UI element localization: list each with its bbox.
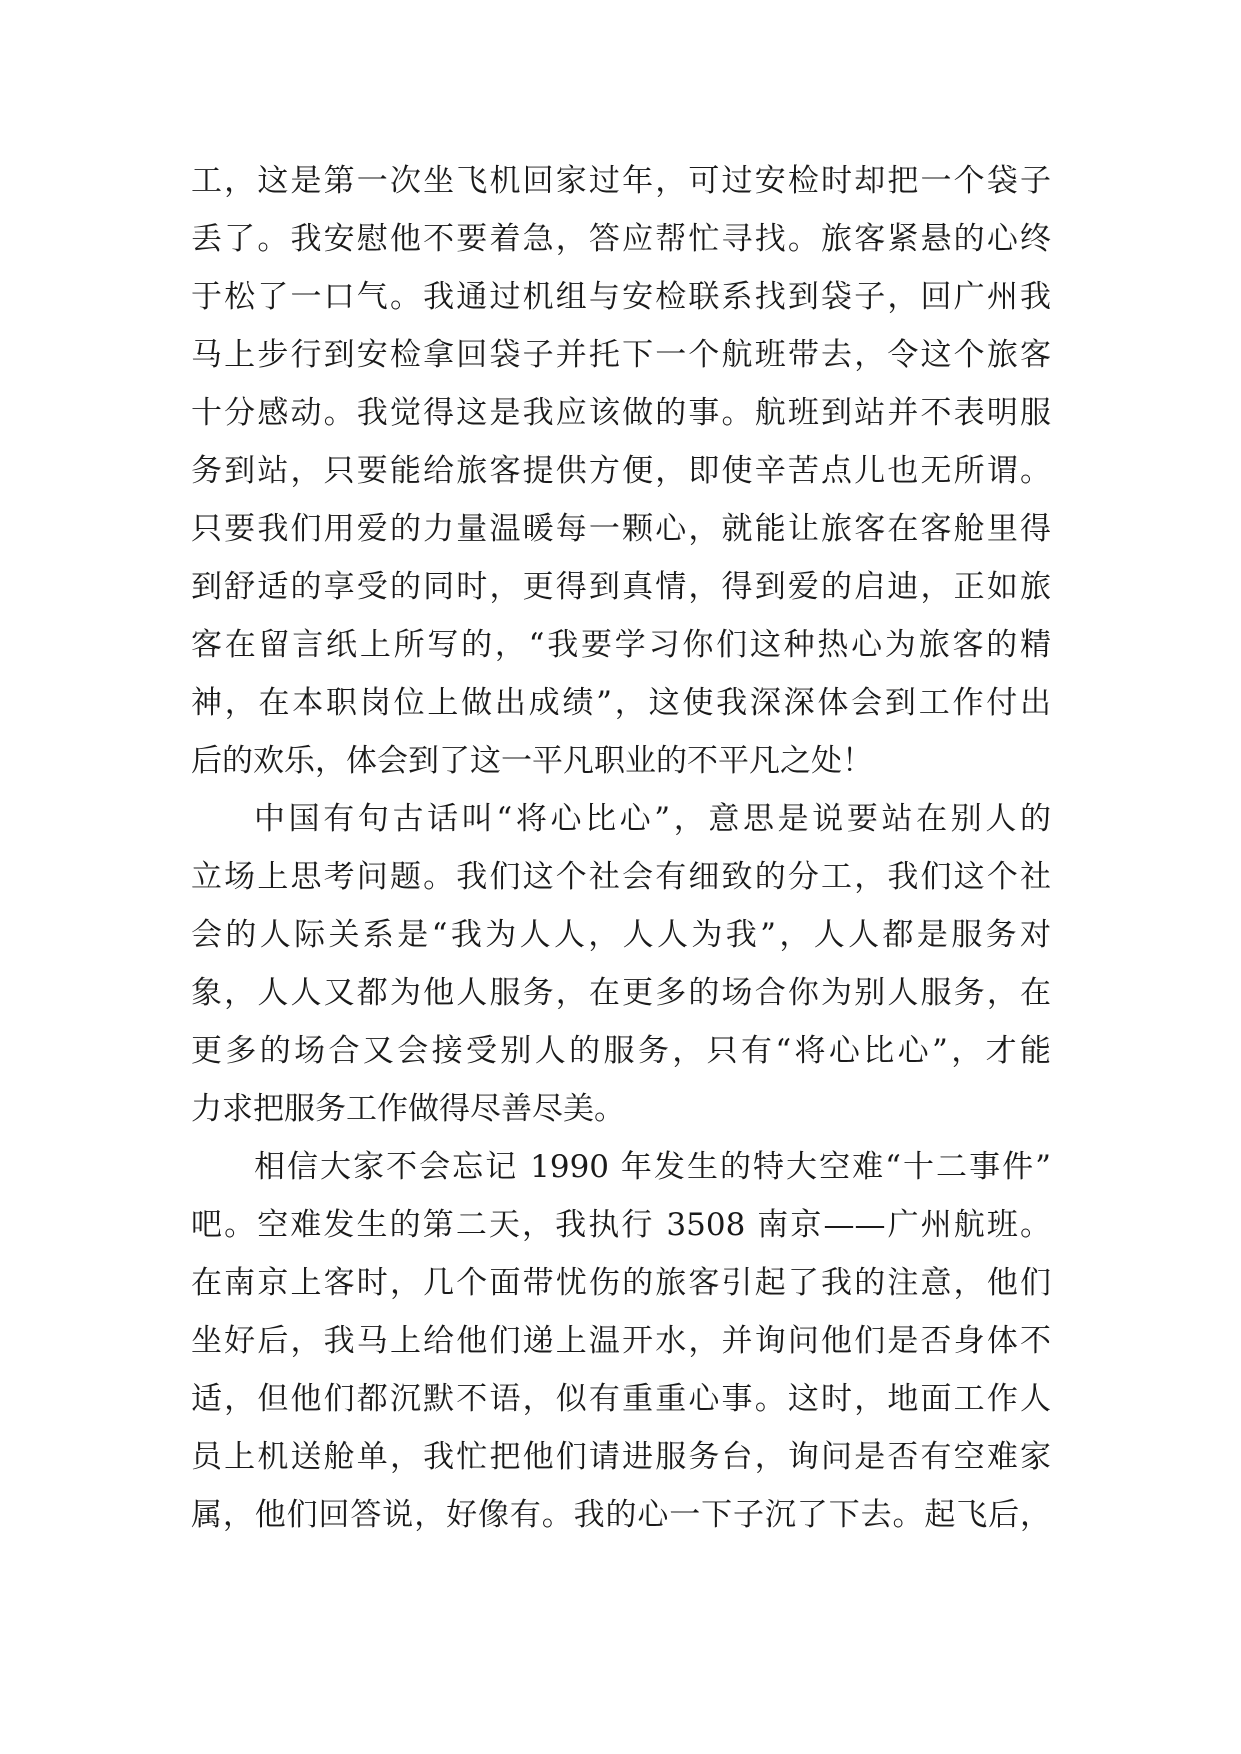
text-line: 后的欢乐，体会到了这一平凡职业的不平凡之处！ <box>191 743 873 779</box>
text-line: 更多的场合又会接受别人的服务，只有“将心比心”，才能 <box>191 1033 1051 1069</box>
text-line: 属，他们回答说，好像有。我的心一下子沉了下去。起飞后， <box>191 1497 1051 1533</box>
text-line: 会的人际关系是“我为人人，人人为我”，人人都是服务对 <box>191 917 1051 953</box>
text-line: 马上步行到安检拿回袋子并托下一个航班带去，令这个旅客 <box>191 337 1051 373</box>
text-line: 员上机送舱单，我忙把他们请进服务台，询问是否有空难家 <box>191 1439 1051 1475</box>
paragraph-first-line: 相信大家不会忘记 1990 年发生的特大空难“十二事件” <box>254 1149 1051 1185</box>
text-line: 立场上思考问题。我们这个社会有细致的分工，我们这个社 <box>191 859 1051 895</box>
text-line: 十分感动。我觉得这是我应该做的事。航班到站并不表明服 <box>191 395 1051 431</box>
text-line: 丢了。我安慰他不要着急，答应帮忙寻找。旅客紧悬的心终 <box>191 221 1051 257</box>
text-line: 客在留言纸上所写的，“我要学习你们这种热心为旅客的精 <box>191 627 1051 663</box>
text-line: 到舒适的享受的同时，更得到真情，得到爱的启迪，正如旅 <box>191 569 1051 605</box>
text-line: 适，但他们都沉默不语，似有重重心事。这时，地面工作人 <box>191 1381 1051 1417</box>
text-line: 吧。空难发生的第二天，我执行 3508 南京——广州航班。 <box>191 1207 1051 1243</box>
paragraph-first-line: 中国有句古话叫“将心比心”，意思是说要站在别人的 <box>254 801 1051 837</box>
text-line: 于松了一口气。我通过机组与安检联系找到袋子，回广州我 <box>191 279 1051 315</box>
text-line: 工，这是第一次坐飞机回家过年，可过安检时却把一个袋子 <box>191 163 1051 199</box>
text-line: 务到站，只要能给旅客提供方便，即使辛苦点儿也无所谓。 <box>191 453 1051 489</box>
text-line: 在南京上客时，几个面带忧伤的旅客引起了我的注意，他们 <box>191 1265 1051 1301</box>
text-line: 只要我们用爱的力量温暖每一颗心，就能让旅客在客舱里得 <box>191 511 1051 547</box>
text-line: 坐好后，我马上给他们递上温开水，并询问他们是否身体不 <box>191 1323 1051 1359</box>
text-line: 神，在本职岗位上做出成绩”，这使我深深体会到工作付出 <box>191 685 1051 721</box>
text-line: 象，人人又都为他人服务，在更多的场合你为别人服务，在 <box>191 975 1051 1011</box>
text-line: 力求把服务工作做得尽善尽美。 <box>191 1091 625 1127</box>
